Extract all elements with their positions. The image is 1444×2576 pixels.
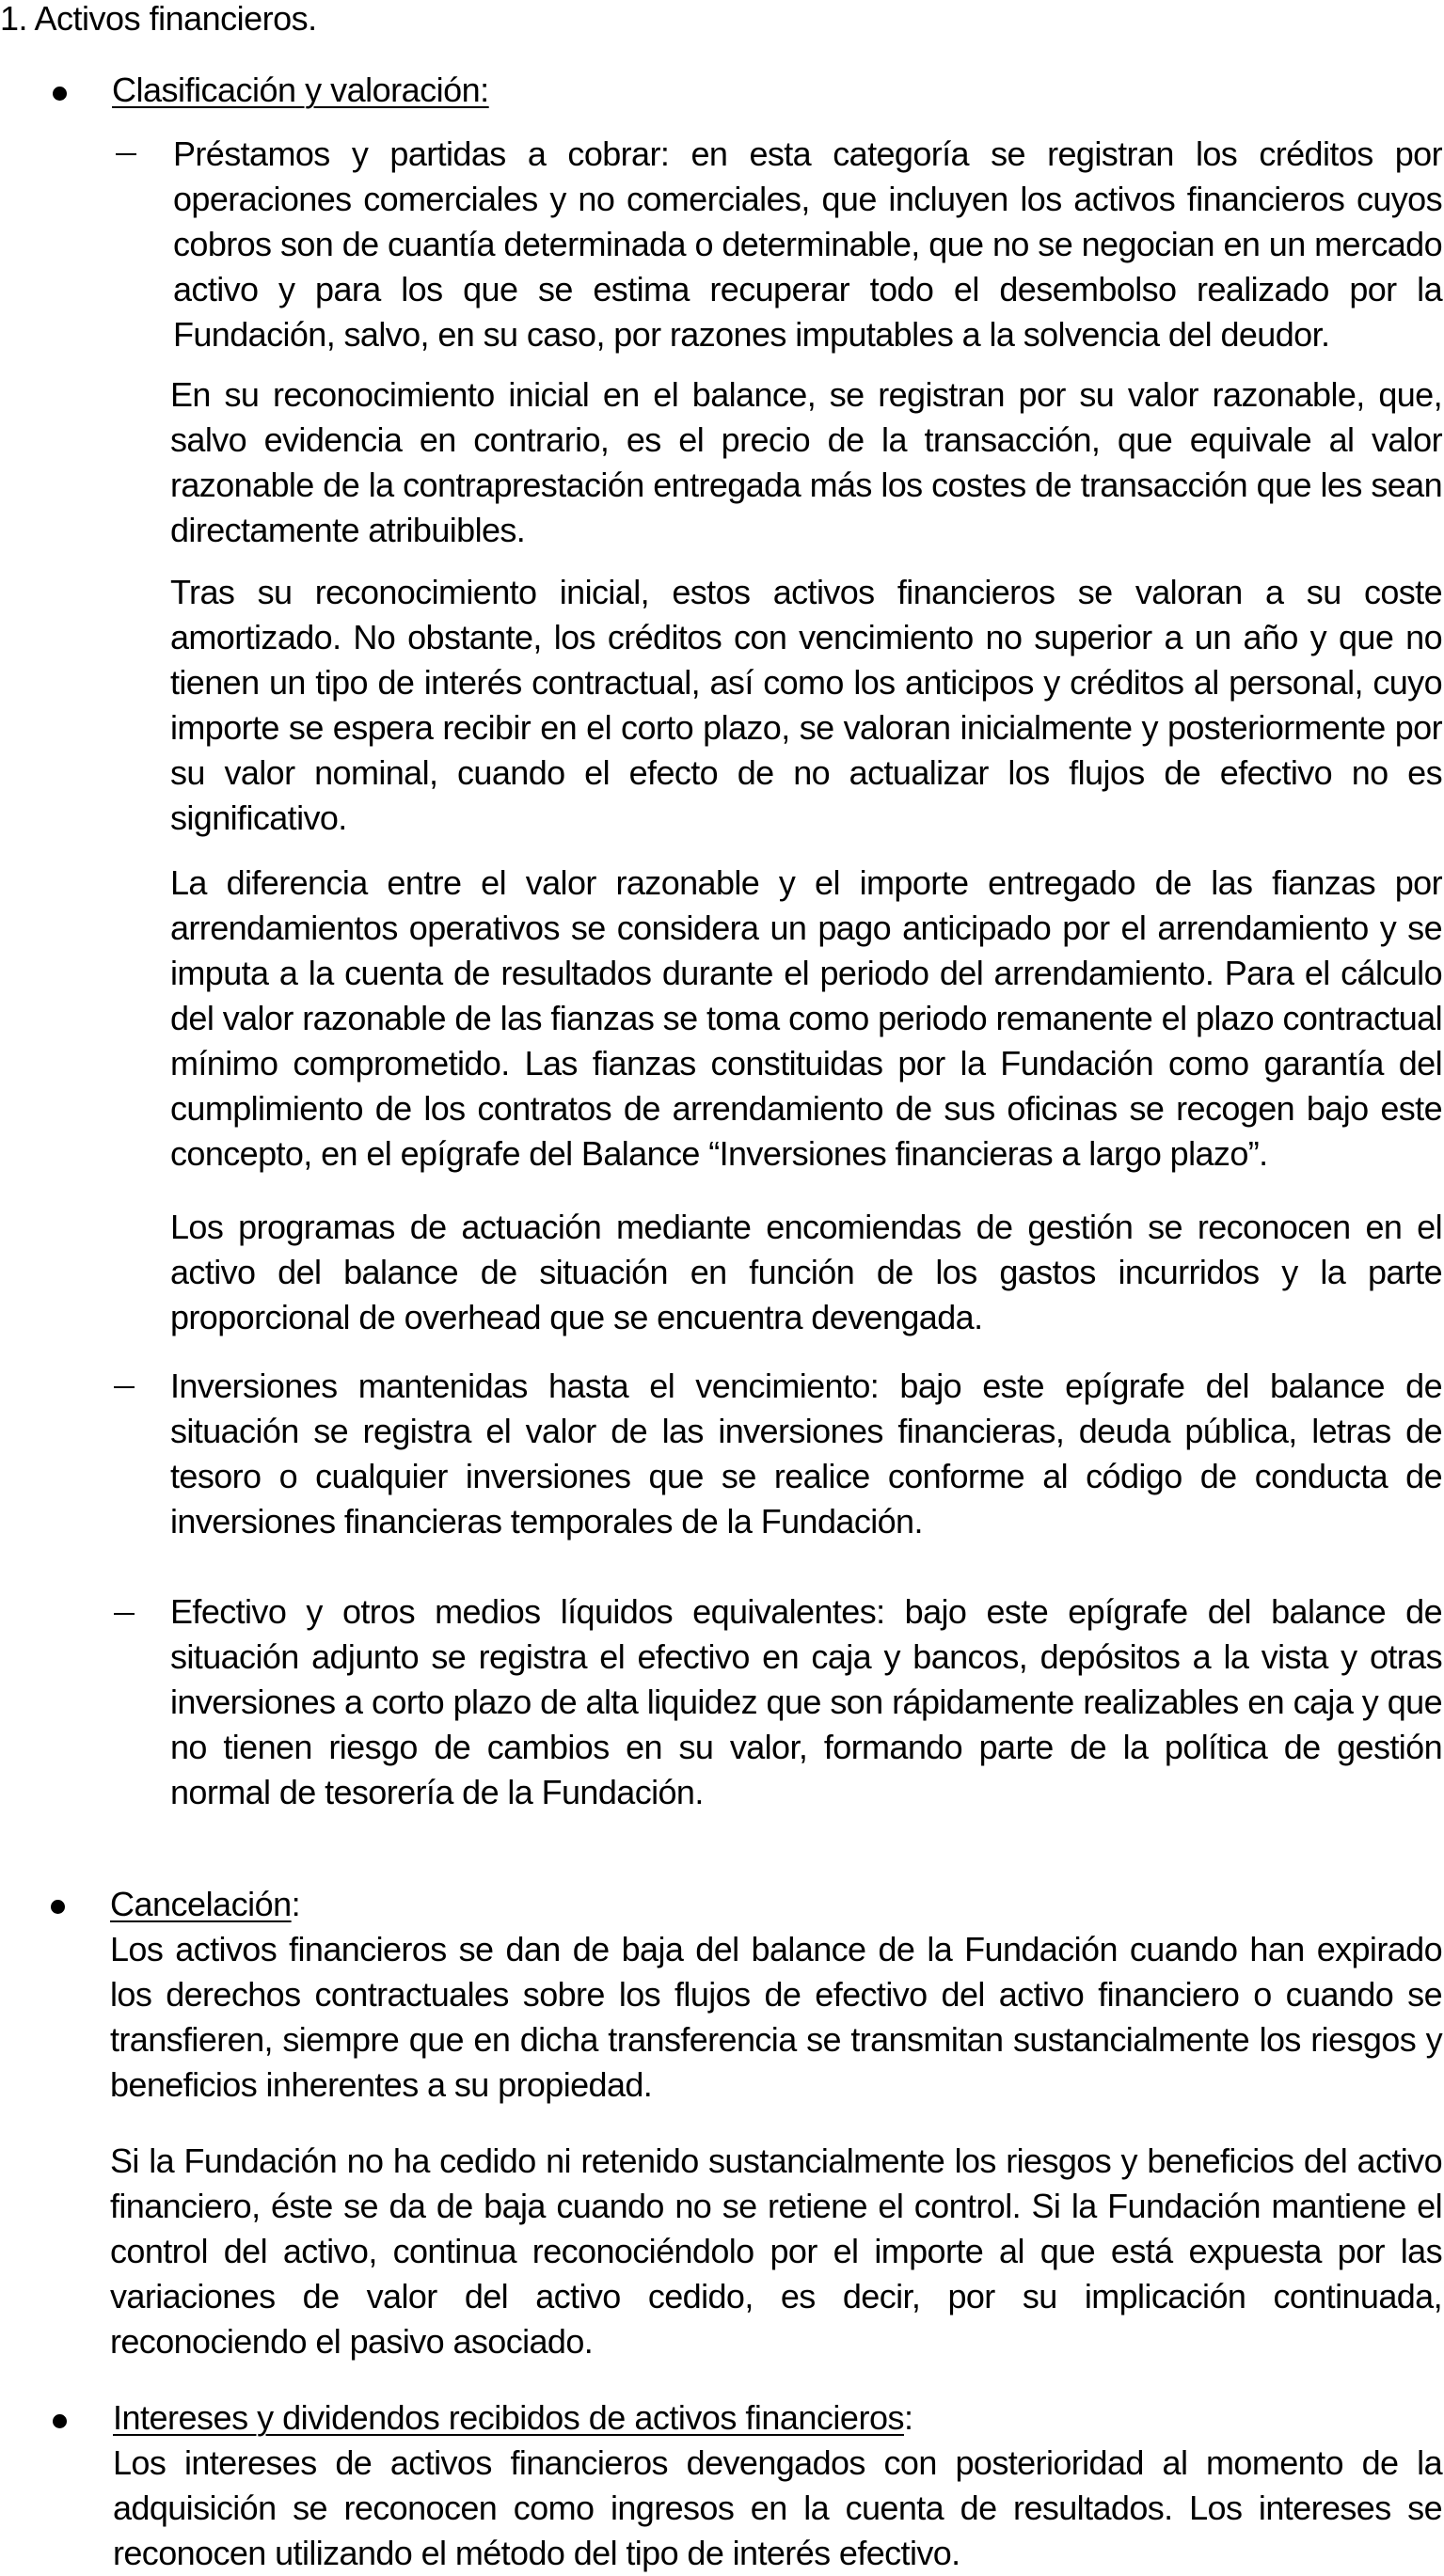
interest-dividends-title-colon: : [903,2398,913,2437]
derecognition-paragraph: Los activos financieros se dan de baja del balance de la Fundación cuando han expirado los derechos contractuales sobre los flujos de efectivo del activo financiero o cuando se transfieren, siempre que en dicha transferencia se transmitan sustancialmente los riesgos y beneficios inherentes a su propiedad. [110,1930,1442,2104]
cancellation-title-text: Cancelación [110,1885,292,1923]
interest-dividends-title [113,2395,912,2441]
classification-title [112,68,489,113]
cash-equivalents-item: Efectivo y otros medios líquidos equivalentes: bajo este epígrafe del balance de situación adjunto se registra el efectivo en caja y bancos, depósitos a la vista y otras inversiones a corto plazo de alta liquidez que son rápidamente realizables en caja y que no tienen riesgo de cambios en su valor, formando parte de la política de gestión normal de tesorería de la Fundación. [170,1592,1442,1811]
loans-receivables-item: Préstamos y partidas a cobrar: en esta categoría se registran los créditos por operaciones comerciales y no comerciales, que incluyen los activos financieros cuyos cobros son de cuantía determinada o determinable, que no se negocian en un mercado activo y para los que se estima recuperar todo el desembolso realizado por la Fundación, salvo, en su caso, por razones imputables a la solvencia del deudor. [173,134,1442,354]
dash-icon [116,153,136,155]
cancellation-title [110,1882,300,1927]
dash-icon [114,1386,135,1388]
deposits-paragraph: La diferencia entre el valor razonable y el importe entregado de las fianzas por arrendamientos operativos se considera un pago anticipado por el arrendamiento y se imputa a la cuenta de resultados durante el periodo del arrendamiento. Para el cálculo del valor razonable de las fianzas se toma como periodo remanente el plazo contractual mínimo comprometido. Las fianzas constituidas por la Fundación como garantía del cumplimiento de los contratos de arrendamiento de sus oficinas se recogen bajo este concepto, en el epígrafe del Balance “Inversiones financieras a largo plazo”. [170,863,1442,1173]
initial-recognition-paragraph: En su reconocimiento inicial en el balance, se registran por su valor razonable, que, salvo evidencia en contrario, es el precio de la transacción, que equivale al valor razonable de la contraprestación entregada más los costes de transacción que les sean directamente atribuibles. [170,375,1442,549]
interest-dividends-title-text: Intereses y dividendos recibidos de activos financieros [113,2398,904,2437]
management-programs-paragraph: Los programas de actuación mediante encomiendas de gestión se reconocen en el activo del balance de situación en función de los gastos incurridos y la parte proporcional de overhead que se encuentra devengada. [170,1208,1442,1336]
amortized-cost-paragraph: Tras su reconocimiento inicial, estos activos financieros se valoran a su coste amortizado. No obstante, los créditos con vencimiento no superior a un año y que no tienen un tipo de interés contractual, así como los anticipos y créditos al personal, cuyo importe se espera recibir en el corto plazo, se valoran inicialmente y posteriormente por su valor nominal, cuando el efecto de no actualizar los flujos de efectivo no es significativo. [170,573,1442,837]
held-to-maturity-item: Inversiones mantenidas hasta el vencimiento: bajo este epígrafe del balance de situación se registra el valor de las inversiones financieras, deuda pública, letras de tesoro o cualquier inversiones que se realice conforme al código de conducta de inversiones financieras temporales de la Fundación. [170,1367,1442,1541]
bullet-icon [51,1900,65,1914]
dash-icon [114,1613,135,1615]
bullet-icon [53,2414,67,2428]
bullet-icon [53,87,67,101]
cancellation-title-colon: : [291,1885,301,1923]
control-retention-paragraph: Si la Fundación no ha cedido ni retenido sustancialmente los riesgos y beneficios del activo financiero, éste se da de baja cuando no se retiene el control. Si la Fundación mantiene el control del activo, continua reconociéndolo por el importe al que está expuesta por las variaciones de valor del activo cedido, es decir, por su implicación continuada, reconociendo el pasivo asociado. [110,2141,1442,2361]
classification-title-text: Clasificación y valoración: [112,71,489,109]
interest-income-paragraph: Los intereses de activos financieros devengados con posterioridad al momento de la adquisición se reconocen como ingresos en la cuenta de resultados. Los intereses se reconocen utilizando el método del tipo de interés efectivo. [113,2443,1442,2572]
section-heading: 1. Activos financieros. [0,0,317,38]
